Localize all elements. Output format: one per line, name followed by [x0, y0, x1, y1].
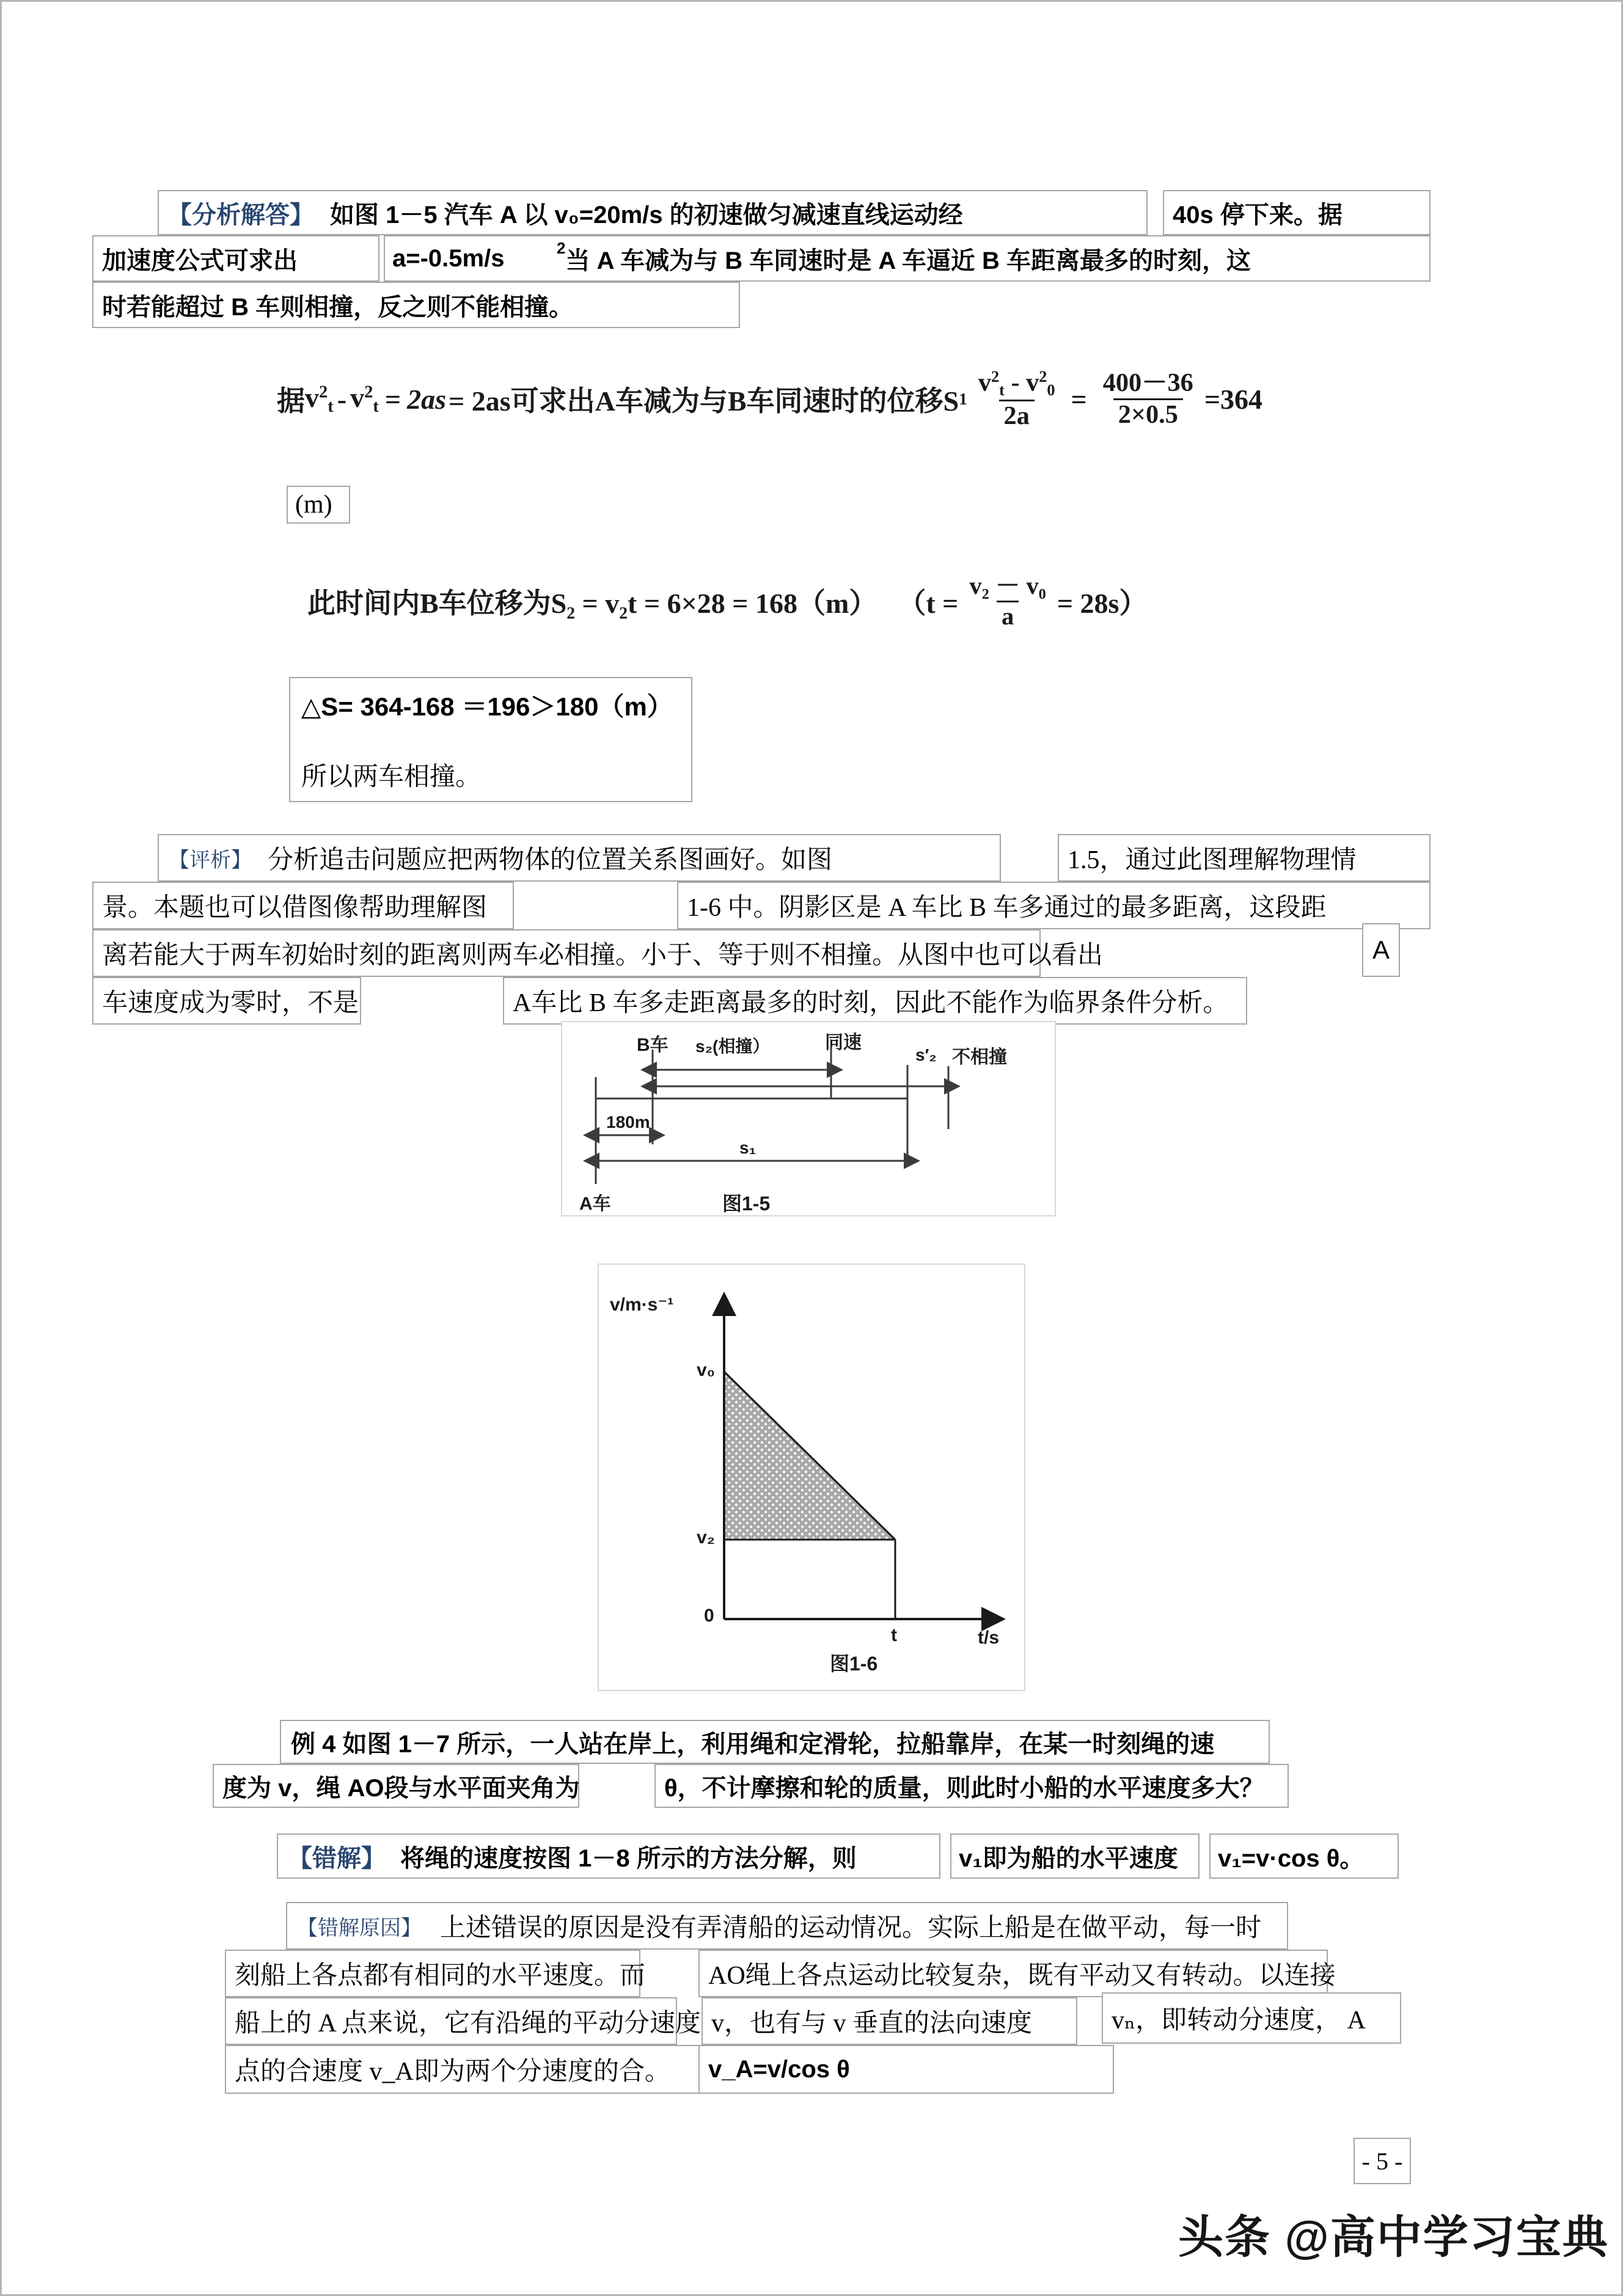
analysis-accel-value: a=-0.5m/s: [392, 244, 505, 272]
formula-s2: [307, 573, 1147, 629]
chart-xtick-t: t: [891, 1625, 897, 1645]
wrong-answer-text: 将绳的速度按图 1－8 所示的方法分解，则: [400, 1844, 857, 1872]
analysis-line2c-box: [551, 235, 1431, 282]
comment-line2b-box: [677, 882, 1431, 929]
chart-ylabel: v/m·s⁻¹: [610, 1295, 674, 1315]
formula2-paren-open: （t =: [898, 588, 959, 619]
comment-tag: 【评析】: [169, 849, 252, 872]
formula2-text: 此时间内B车位移为S₂ = v₂t = 6×28 = 168（m）: [307, 588, 877, 619]
wrong-answer-formula-box: [1209, 1834, 1399, 1879]
wrong-answer-box: [277, 1834, 940, 1879]
formula1-unit: (m): [295, 491, 332, 519]
wrong-answer-formula: v₁=v·cos θ。: [1218, 1844, 1365, 1872]
comment-line2a-box: [92, 882, 514, 929]
example4-line2b-box: [654, 1764, 1289, 1808]
comment-line2b: 1-6 中。阴影区是 A 车比 B 车多通过的最多距离，这段距: [687, 894, 1327, 922]
analysis-tag: 【分析解答】: [167, 201, 314, 229]
wrong-reason-line3b: v，也有与 v 垂直的法向速度: [711, 2009, 1033, 2038]
chart-ytick-v0: v₀: [697, 1360, 716, 1380]
wrong-answer-mid: v₁即为船的水平速度: [959, 1844, 1178, 1872]
analysis-line1-box: [158, 190, 1148, 235]
comment-line3a-box: [92, 929, 1104, 977]
wrong-reason-line2a-box: [225, 1950, 646, 1997]
comment-line4a-box: [92, 977, 361, 1025]
wrong-reason-line1: 上述错误的原因是没有弄清船的运动情况。实际上船是在做平动，每一时: [440, 1914, 1262, 1942]
analysis-line2c: 当 A 车减为与 B 车同速时是 A 车逼近 B 车距离最多的时刻，这: [565, 247, 1251, 274]
wrong-reason-line3a-box: [225, 1997, 702, 2045]
wrong-reason-line2a: 刻船上各点都有相同的水平速度。而: [235, 1962, 646, 1990]
formula1-result: =364: [1204, 383, 1263, 415]
wrong-reason-line2b-box: [698, 1950, 1336, 1997]
comment-line3b-box: [1362, 923, 1400, 977]
wrong-reason-line3b-box: [702, 1997, 1077, 2045]
wrong-reason-line2b: AO绳上各点运动比较复杂，既有平动又有转动。以连接: [708, 1962, 1336, 1990]
example4-line1-box: [280, 1720, 1270, 1764]
formula2-frac: [964, 573, 1050, 629]
example4-line2a-box: [213, 1764, 579, 1808]
delta-s-line2: 所以两车相撞。: [301, 763, 482, 791]
fig15-caption: 图1-5: [722, 1193, 771, 1215]
formula1-den2: 2×0.5: [1113, 398, 1183, 428]
analysis-line3-box: [92, 282, 740, 328]
fig15-label-180m: 180m: [606, 1113, 650, 1132]
wrong-reason-line4b-box: [698, 2045, 1114, 2094]
chart-caption: 图1-6: [830, 1653, 878, 1675]
formula1-frac2: [1098, 370, 1198, 428]
fig15-label-buxiangzhuang: 不相撞: [952, 1047, 1007, 1067]
fig15-label-tongsu: 同速: [825, 1033, 862, 1053]
comment-line4a: 车速度成为零时，不是: [102, 989, 359, 1017]
figure-1-5: [561, 1021, 1056, 1216]
wrong-reason-line4b: v_A=v/cos θ: [708, 2055, 850, 2083]
figure-1-6-chart: [598, 1263, 1025, 1691]
delta-s-line1: △S= 364-168 ＝196＞180（m）: [301, 692, 673, 721]
analysis-accel-box: [384, 235, 552, 282]
comment-line1-box: [158, 834, 1001, 882]
analysis-line2a-box: [92, 235, 379, 282]
wrong-reason-line1-box: [286, 1902, 1288, 1950]
page-number-text: - 5 -: [1361, 2147, 1403, 2175]
analysis-line3: 时若能超过 B 车则相撞，反之则不能相撞。: [102, 293, 574, 321]
formula-s1: 据 $v^2_t$ - $v^2_t$ = 2as = 2as可求出A车减为与B车同速时的位移S 1 $\frac{v^2_t - v^2_0}{2a}$ = $\frac{400-36}{2\times 0.5}$ =364: [277, 368, 1263, 431]
formula1-frac1: $\frac{v^2_t - v^2_0}{2a}$: [978, 368, 1055, 431]
comment-line1b-box: [1058, 834, 1431, 882]
formula1-lead: 据: [277, 386, 305, 417]
formula2-num: v₂ － v₀: [969, 572, 1046, 599]
wrong-reason-line3c-box: [1102, 1992, 1401, 2044]
comment-line1b: 1.5，通过此图理解物理情: [1068, 846, 1357, 874]
wrong-answer-mid-box: [950, 1834, 1200, 1879]
comment-line4b: A车比 B 车多走距离最多的时刻，因此不能作为临界条件分析。: [513, 989, 1229, 1017]
formula1-num2: 400－36: [1102, 368, 1193, 398]
comment-line2a: 景。本题也可以借图像帮助理解图: [102, 894, 488, 922]
comment-line1a: 分析追击问题应把两物体的位置关系图画好。如图: [268, 846, 833, 874]
chart-ytick-zero: 0: [704, 1606, 714, 1626]
chart-ytick-v2: v₂: [697, 1527, 716, 1548]
comment-line3a: 离若能大于两车初始时刻的距离则两车必相撞。小于、等于则不相撞。从图中也可以看出: [102, 941, 1104, 970]
formula1-unit-box: [287, 486, 350, 524]
example4-line2a: 度为 v，绳 AO段与水平面夹角为: [222, 1774, 580, 1802]
analysis-line1b-box: [1163, 190, 1431, 235]
fig15-label-s2: s₂(相撞）: [695, 1037, 770, 1056]
page-number: [1354, 2138, 1411, 2184]
example4-line2b: θ，不计摩擦和轮的质量，则此时小船的水平速度多大？: [664, 1774, 1264, 1802]
formula2-den: a: [997, 601, 1019, 630]
chart-xlabel: t/s: [978, 1628, 1000, 1648]
analysis-line1b: 40s 停下来。据: [1173, 201, 1343, 229]
analysis-line2a: 加速度公式可求出: [102, 247, 298, 274]
delta-s-box: [289, 677, 692, 802]
comment-line3b: A: [1372, 935, 1390, 964]
analysis-line1a: 如图 1－5 汽车 A 以 v₀=20m/s 的初速做匀减速直线运动经: [330, 201, 963, 229]
figure-1-6-svg: [599, 1265, 1027, 1692]
fig15-label-s1: s₁: [739, 1138, 757, 1157]
comment-line4b-box: [503, 977, 1247, 1025]
fig15-label-ache: A车: [579, 1194, 611, 1214]
analysis-accel-exponent: 2: [557, 239, 566, 257]
wrong-reason-line4a-box: [225, 2045, 705, 2094]
watermark: 头条 @高中学习宝典: [1178, 2212, 1609, 2262]
formula1-mid: = 2as可求出A车减为与B车同速时的位移S: [448, 386, 959, 417]
wrong-reason-line3a: 船上的 A 点来说，它有沿绳的平动分速度: [235, 2009, 702, 2038]
wrong-reason-line4a: 点的合速度 v_A即为两个分速度的合。: [235, 2058, 670, 2086]
formula2-tail: = 28s）: [1057, 588, 1148, 619]
fig15-label-bche: B车: [637, 1035, 669, 1055]
wrong-reason-tag: 【错解原因】: [297, 1917, 422, 1940]
example4-line1: 例 4 如图 1－7 所示，一人站在岸上，利用绳和定滑轮，拉船靠岸，在某一时刻绳的速: [291, 1730, 1215, 1758]
fig15-label-s2-prime: s′₂: [915, 1045, 937, 1064]
wrong-reason-line3c: vₙ，即转动分速度， A: [1112, 2006, 1366, 2035]
wrong-answer-tag: 【错解】: [288, 1844, 386, 1872]
